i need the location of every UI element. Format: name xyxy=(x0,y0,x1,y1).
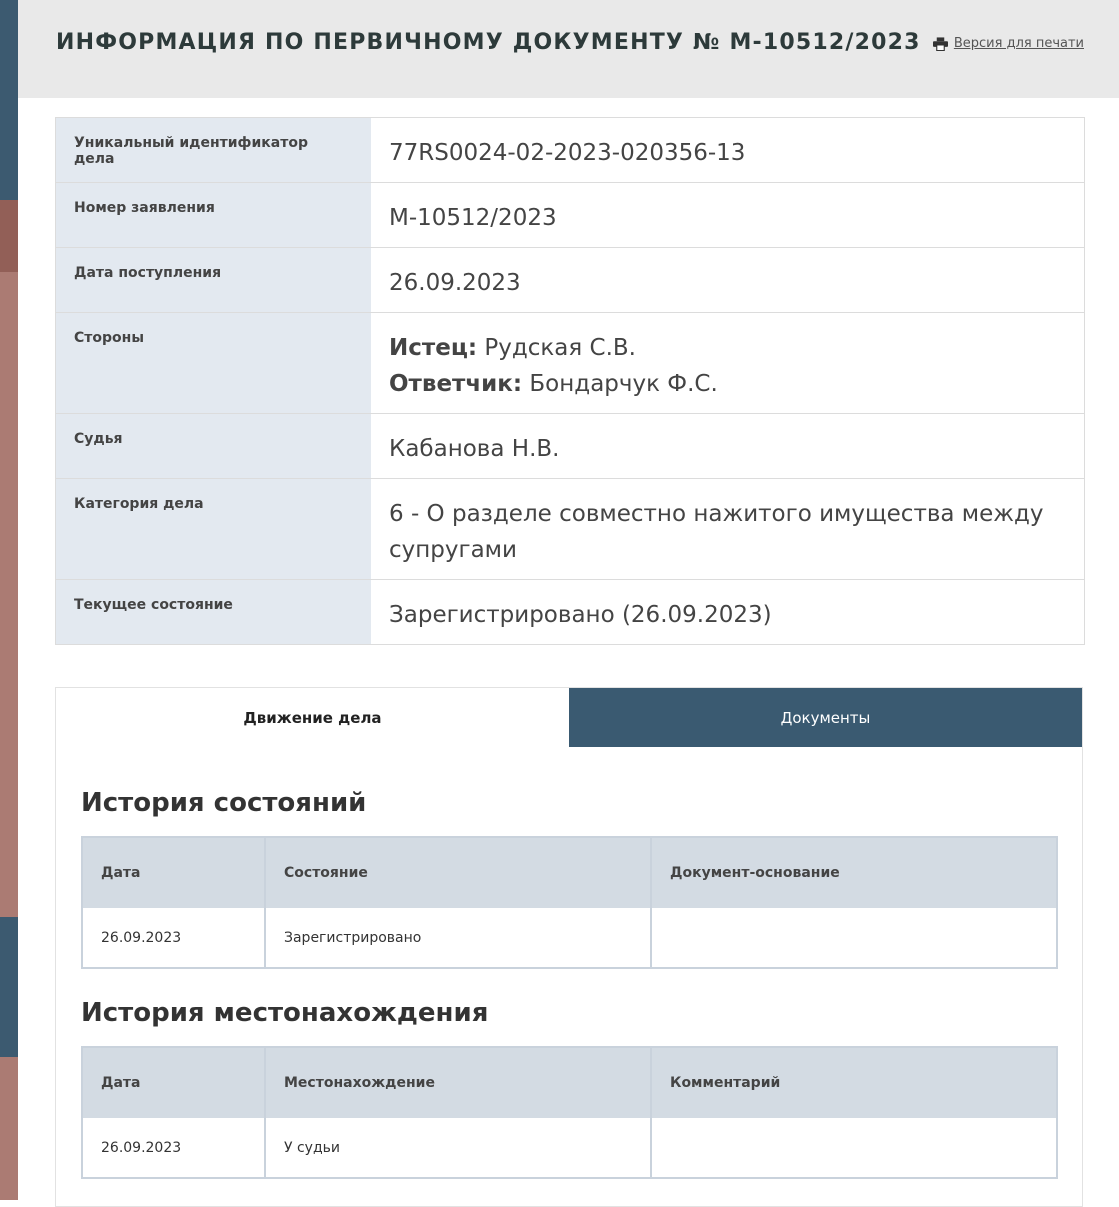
column-header: Состояние xyxy=(266,838,652,908)
table-header xyxy=(83,838,1056,908)
info-row-uid xyxy=(56,118,1084,183)
table-cell: У судьи xyxy=(266,1118,652,1177)
location-history-title: История местонахождения xyxy=(81,998,489,1028)
left-decorative-strip xyxy=(0,0,18,1200)
state-history-table xyxy=(81,836,1058,969)
info-row-category xyxy=(56,479,1084,580)
case-tabs-panel xyxy=(55,687,1083,1207)
print-version-link[interactable] xyxy=(933,36,1084,51)
info-row-judge xyxy=(56,414,1084,479)
info-label: Категория дела xyxy=(56,479,371,579)
info-label: Стороны xyxy=(56,313,371,413)
table-cell xyxy=(652,908,1056,967)
table-row xyxy=(83,1118,1056,1177)
info-value: 77RS0024-02-2023-020356-13 xyxy=(389,140,746,166)
plaintiff-name: Рудская С.В. xyxy=(484,335,636,361)
info-row-date xyxy=(56,248,1084,313)
info-label: Уникальный идентификатор дела xyxy=(56,118,371,182)
tab-bar xyxy=(56,688,1082,747)
info-row-status xyxy=(56,580,1084,644)
info-value xyxy=(371,313,1084,413)
print-version-label[interactable]: Версия для печати xyxy=(953,36,1084,51)
info-label: Дата поступления xyxy=(56,248,371,312)
table-cell xyxy=(652,1118,1056,1177)
column-header: Местонахождение xyxy=(266,1048,652,1118)
location-history-table xyxy=(81,1046,1058,1179)
info-value: 6 - О разделе совместно нажитого имущества между супругами xyxy=(389,501,1044,563)
info-value: 26.09.2023 xyxy=(389,270,521,296)
plaintiff-label: Истец: xyxy=(389,335,478,361)
table-cell: 26.09.2023 xyxy=(83,1118,266,1177)
info-label: Текущее состояние xyxy=(56,580,371,644)
state-history-title: История состояний xyxy=(81,788,367,818)
info-value: Кабанова Н.В. xyxy=(389,436,560,462)
table-row xyxy=(83,908,1056,967)
defendant-label: Ответчик: xyxy=(389,371,523,397)
info-label: Номер заявления xyxy=(56,183,371,247)
column-header: Дата xyxy=(83,1048,266,1118)
table-cell: 26.09.2023 xyxy=(83,908,266,967)
column-header: Комментарий xyxy=(670,1075,781,1091)
defendant-name: Бондарчук Ф.С. xyxy=(529,371,718,397)
case-info-table xyxy=(55,117,1085,645)
info-value: Зарегистрировано (26.09.2023) xyxy=(389,602,772,628)
info-row-number xyxy=(56,183,1084,248)
info-label: Судья xyxy=(56,414,371,478)
column-header: Документ-основание xyxy=(670,865,840,881)
info-value: М-10512/2023 xyxy=(389,205,557,231)
tab-documents[interactable]: Документы xyxy=(569,688,1082,747)
info-row-parties xyxy=(56,313,1084,414)
page-header xyxy=(18,0,1119,98)
tab-case-movement[interactable]: Движение дела xyxy=(56,688,569,747)
table-header xyxy=(83,1048,1056,1118)
table-cell: Зарегистрировано xyxy=(266,908,652,967)
printer-icon xyxy=(933,37,948,51)
column-header: Дата xyxy=(83,838,266,908)
page-title: ИНФОРМАЦИЯ ПО ПЕРВИЧНОМУ ДОКУМЕНТУ № М-10512/2023 xyxy=(56,30,921,55)
